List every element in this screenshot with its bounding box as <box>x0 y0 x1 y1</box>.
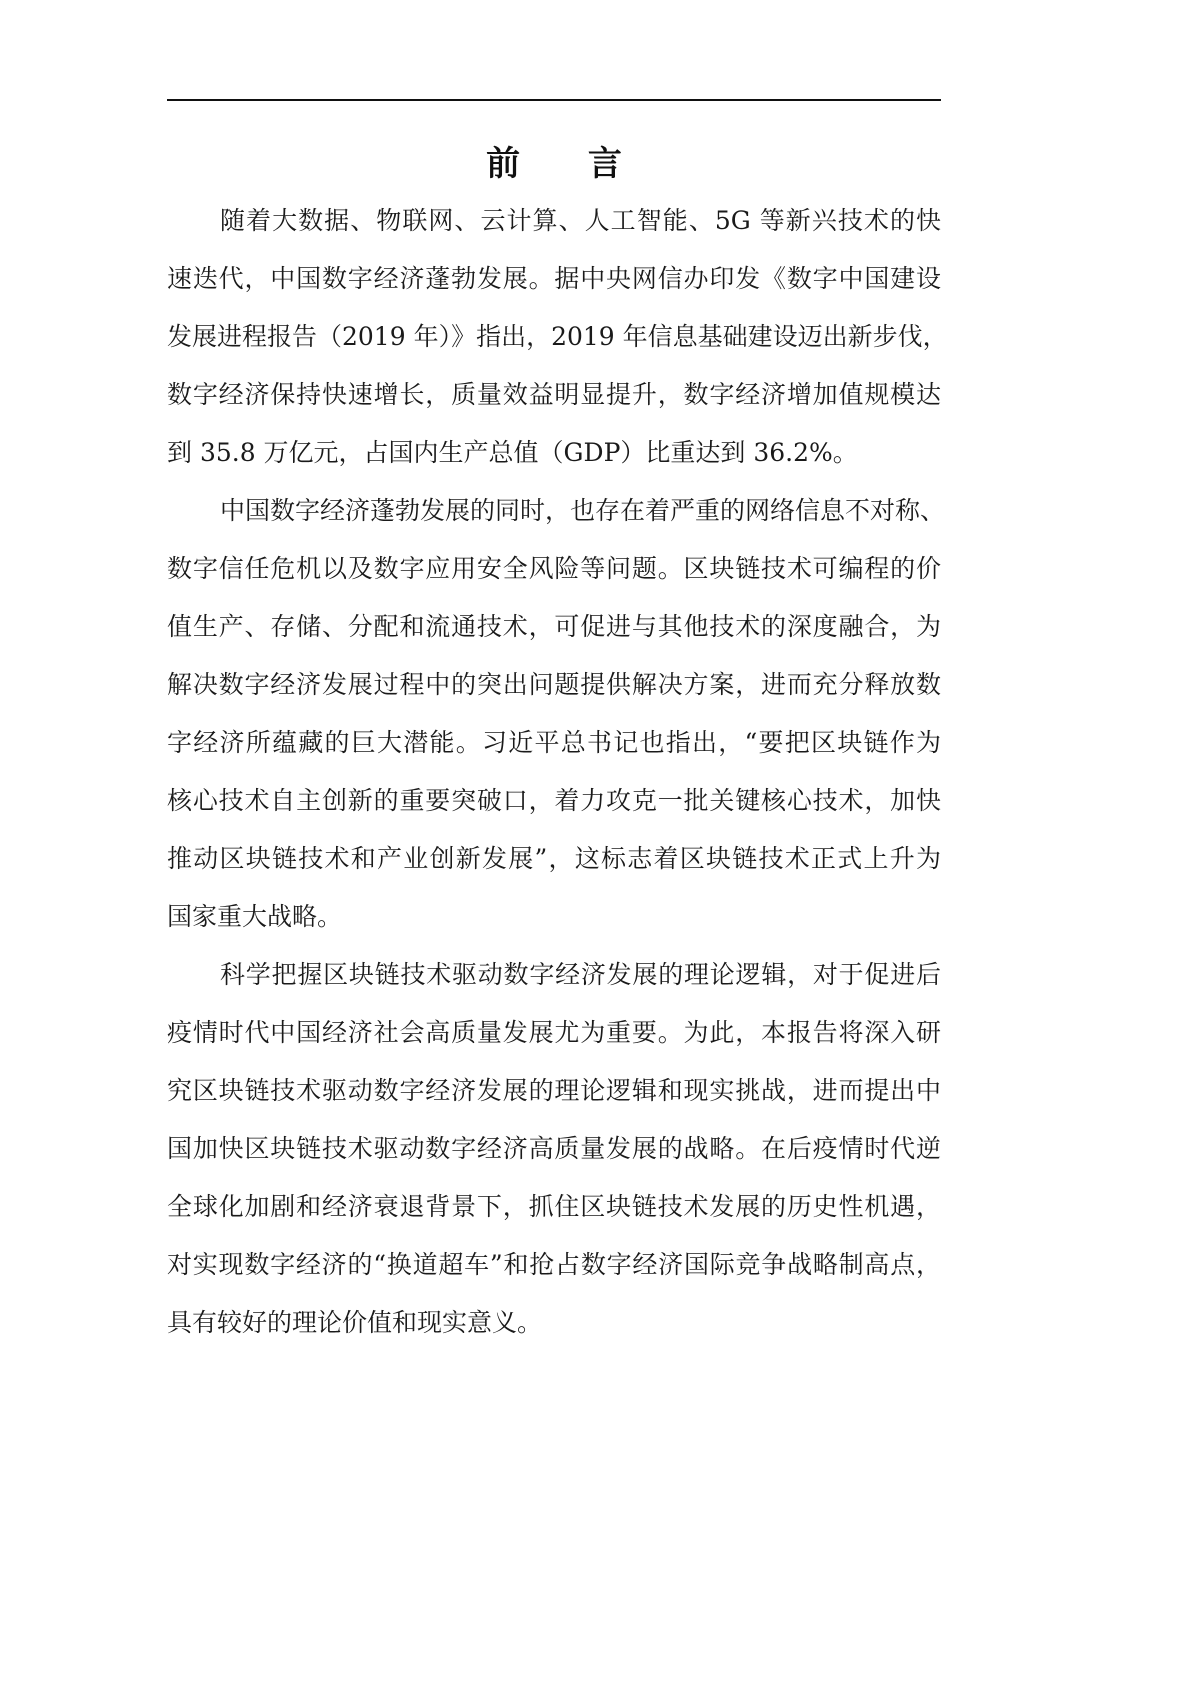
paragraph-line: 国加快区块链技术驱动数字经济高质量发展的战略。在后疫情时代逆 <box>167 1134 941 1163</box>
paragraph-line: 数字信任危机以及数字应用安全风险等问题。区块链技术可编程的价 <box>167 554 941 583</box>
paragraph-line: 推动区块链技术和产业创新发展”，这标志着区块链技术正式上升为 <box>167 844 941 873</box>
paragraph-line: 核心技术自主创新的重要突破口，着力攻克一批关键核心技术，加快 <box>167 786 941 815</box>
paragraph-line: 对实现数字经济的“换道超车”和抢占数字经济国际竞争战略制高点， <box>167 1250 941 1279</box>
paragraph-line: 速迭代，中国数字经济蓬勃发展。据中央网信办印发《数字中国建设 <box>167 264 941 293</box>
paragraph-line: 国家重大战略。 <box>167 902 343 931</box>
paragraph-line: 疫情时代中国经济社会高质量发展尤为重要。为此，本报告将深入研 <box>167 1018 941 1047</box>
paragraph-line: 中国数字经济蓬勃发展的同时，也存在着严重的网络信息不对称、 <box>220 496 946 525</box>
paragraph-line: 究区块链技术驱动数字经济发展的理论逻辑和现实挑战，进而提出中 <box>167 1076 941 1105</box>
header-rule <box>167 99 941 101</box>
paragraph-line: 科学把握区块链技术驱动数字经济发展的理论逻辑，对于促进后 <box>220 960 941 989</box>
paragraph-line: 全球化加剧和经济衰退背景下，抓住区块链技术发展的历史性机遇， <box>167 1192 941 1221</box>
paragraph-line: 数字经济保持快速增长，质量效益明显提升，数字经济增加值规模达 <box>167 380 941 409</box>
paragraph-line: 字经济所蕴藏的巨大潜能。习近平总书记也指出，“要把区块链作为 <box>167 728 941 757</box>
page-title: 前 言 <box>486 144 650 184</box>
paragraph-line: 发展进程报告（2019 年）》指出，2019 年信息基础建设迈出新步伐， <box>167 322 948 351</box>
paragraph-line: 解决数字经济发展过程中的突出问题提供解决方案，进而充分释放数 <box>167 670 941 699</box>
paragraph-line: 到 35.8 万亿元，占国内生产总值（GDP）比重达到 36.2%。 <box>167 438 858 467</box>
paragraph-line: 值生产、存储、分配和流通技术，可促进与其他技术的深度融合，为 <box>167 612 941 641</box>
paragraph-line: 随着大数据、物联网、云计算、人工智能、5G 等新兴技术的快 <box>220 206 941 235</box>
paragraph-line: 具有较好的理论价值和现实意义。 <box>167 1308 543 1337</box>
